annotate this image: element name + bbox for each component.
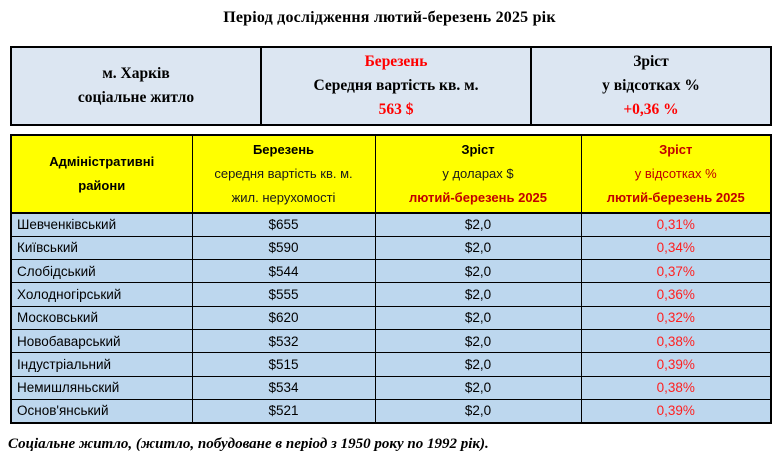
table-row <box>11 399 771 422</box>
growth-usd-value: $2,0 <box>375 353 581 376</box>
growth-usd-value: $2,0 <box>375 283 581 306</box>
summary-month-value: 563 $ <box>378 101 414 118</box>
growth-pct-value: 0,37% <box>581 260 771 283</box>
price-value: $532 <box>192 329 375 352</box>
growth-pct-value: 0,34% <box>581 236 771 259</box>
growth-usd-value: $2,0 <box>375 329 581 352</box>
table-header-row <box>11 135 771 213</box>
summary-cell-month <box>261 47 531 125</box>
growth-pct-value: 0,36% <box>581 283 771 306</box>
summary-city-type: соціальне житло <box>77 89 195 106</box>
price-value: $655 <box>192 213 375 236</box>
price-value: $515 <box>192 353 375 376</box>
price-value: $544 <box>192 260 375 283</box>
table-row <box>11 353 771 376</box>
growth-pct-value: 0,38% <box>581 329 771 352</box>
price-value: $534 <box>192 376 375 399</box>
table-row <box>11 283 771 306</box>
table-row <box>11 329 771 352</box>
summary-strip <box>10 46 772 126</box>
footnote: Соціальне житло, (житло, побудоване в період з 1950 року по 1992 рік). <box>8 436 489 452</box>
district-name: Холодногірський <box>11 283 192 306</box>
table-row <box>11 260 771 283</box>
growth-usd-value: $2,0 <box>375 399 581 422</box>
growth-pct-value: 0,38% <box>581 376 771 399</box>
growth-pct-value: 0,39% <box>581 399 771 422</box>
summary-cell-growth <box>531 47 771 125</box>
table-row <box>11 306 771 329</box>
district-name: Київський <box>11 236 192 259</box>
district-name: Новобаварський <box>11 329 192 352</box>
header-districts: Адміністративні райони <box>11 135 192 213</box>
summary-month-label: Середня вартість кв. м. <box>313 77 479 94</box>
district-name: Московський <box>11 306 192 329</box>
price-value: $620 <box>192 306 375 329</box>
header-growth-usd: Зріст у доларах $ лютий-березень 2025 <box>375 135 581 213</box>
growth-usd-value: $2,0 <box>375 306 581 329</box>
header-growth-pct: Зріст у відсотках % лютий-березень 2025 <box>581 135 771 213</box>
summary-city-name: м. Харків <box>102 65 170 82</box>
district-name: Основ'янський <box>11 399 192 422</box>
price-value: $590 <box>192 236 375 259</box>
district-name: Шевченківський <box>11 213 192 236</box>
summary-growth-title: Зріст <box>633 53 669 70</box>
table-row <box>11 376 771 399</box>
growth-pct-value: 0,31% <box>581 213 771 236</box>
table-row <box>11 236 771 259</box>
district-name: Слобідський <box>11 260 192 283</box>
growth-usd-value: $2,0 <box>375 236 581 259</box>
price-value: $521 <box>192 399 375 422</box>
growth-pct-value: 0,32% <box>581 306 771 329</box>
growth-usd-value: $2,0 <box>375 376 581 399</box>
growth-usd-value: $2,0 <box>375 260 581 283</box>
summary-growth-value: +0,36 % <box>623 101 679 118</box>
page-title: Період дослідження лютий-березень 2025 рік <box>223 9 556 26</box>
header-march-price: Березень середня вартість кв. м. жил. нерухомості <box>192 135 375 213</box>
district-name: Немишляньский <box>11 376 192 399</box>
price-value: $555 <box>192 283 375 306</box>
district-name: Індустріальний <box>11 353 192 376</box>
summary-month-name: Березень <box>364 53 428 70</box>
districts-table <box>10 134 772 424</box>
growth-pct-value: 0,39% <box>581 353 771 376</box>
summary-cell-city <box>11 47 261 125</box>
table-row <box>11 213 771 236</box>
growth-usd-value: $2,0 <box>375 213 581 236</box>
summary-growth-label: у відсотках % <box>602 77 700 94</box>
